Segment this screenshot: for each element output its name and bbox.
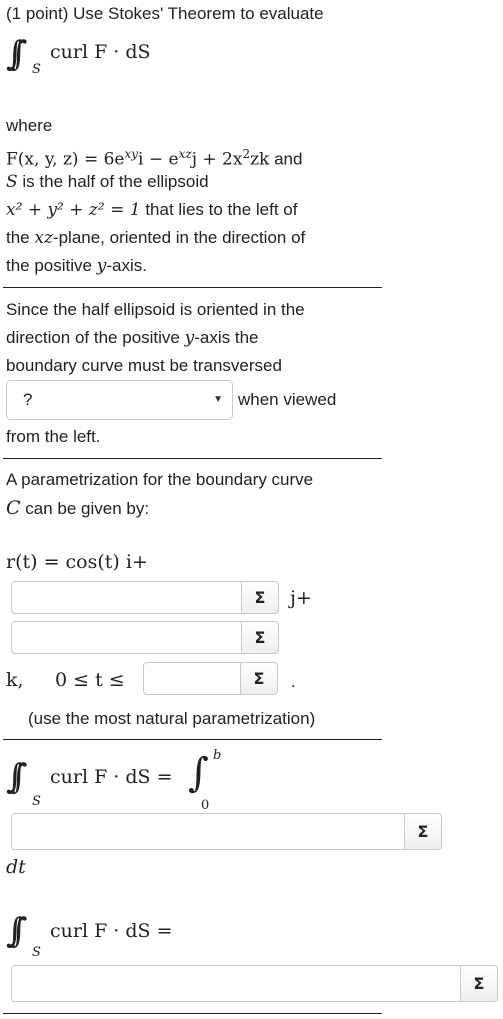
single-integral-sign: ∫ [188, 750, 209, 796]
divider [3, 739, 382, 740]
plane-description: the xz-plane, oriented in the direction of [6, 228, 306, 248]
integral-domain: S [32, 794, 41, 809]
where-label: where [6, 116, 53, 135]
integral-domain: S [32, 62, 41, 77]
divider [3, 287, 382, 288]
from-left-label: from the left. [6, 427, 101, 446]
j-suffix: j+ [290, 587, 312, 609]
parametrization-note: (use the most natural parametrization) [28, 709, 316, 728]
divider [3, 1013, 382, 1014]
double-integral-sign: ∫∫ [6, 911, 14, 951]
final-equation: curl F · dS = [50, 920, 173, 942]
k-label: k, [6, 669, 24, 691]
surface-description: S is the half of the ellipsoid [6, 172, 209, 192]
integrand-sigma-button[interactable]: Σ [404, 813, 442, 850]
y-component-sigma-button[interactable]: Σ [241, 581, 279, 614]
parametrization-text-1: A parametrization for the boundary curve [6, 470, 314, 489]
t-upper-bound-input[interactable] [143, 662, 241, 695]
ellipsoid-equation: x² + y² + z² = 1 that lies to the left of [6, 200, 298, 220]
period: . [291, 672, 296, 691]
r-of-t-expression: r(t) = cos(t) i+ [6, 551, 148, 573]
double-integral-sign: ∫∫ [6, 34, 14, 74]
upper-limit: b [213, 748, 222, 763]
integrand: curl F · dS [50, 41, 151, 63]
orientation-text-3: boundary curve must be transversed [6, 356, 282, 375]
y-component-input[interactable] [11, 581, 242, 614]
integral-domain: S [32, 945, 41, 960]
t-upper-bound-sigma-button[interactable]: Σ [240, 662, 278, 695]
final-answer-input[interactable] [11, 965, 461, 1002]
z-component-sigma-button[interactable]: Σ [241, 621, 279, 654]
dropdown-value: ? [23, 390, 33, 409]
t-range-label: 0 ≤ t ≤ [55, 669, 125, 691]
problem-header: (1 point) Use Stokes' Theorem to evaluate [6, 4, 324, 23]
vector-field-definition: F(x, y, $z) = 6e^{xy}i - e^{xz}j + 2x^2zk$ and [6, 147, 303, 170]
integral-equation: curl F · dS = [50, 766, 173, 788]
orientation-text-2: direction of the positive y-axis the [6, 328, 259, 348]
parametrization-text-2: C can be given by: [6, 497, 150, 519]
divider [3, 458, 382, 459]
orientation-description: the positive y-axis. [6, 256, 147, 276]
double-integral-sign: ∫∫ [6, 757, 14, 797]
direction-dropdown[interactable] [6, 380, 233, 420]
lower-limit: 0 [201, 798, 210, 813]
dropdown-caret-icon: ▼ [213, 394, 223, 405]
when-viewed-label: when viewed [238, 390, 337, 409]
dt-label: dt [6, 856, 26, 878]
z-component-input[interactable] [11, 621, 242, 654]
orientation-text-1: Since the half ellipsoid is oriented in the [6, 300, 305, 319]
integrand-input[interactable] [11, 813, 405, 850]
final-answer-sigma-button[interactable]: Σ [460, 965, 498, 1002]
